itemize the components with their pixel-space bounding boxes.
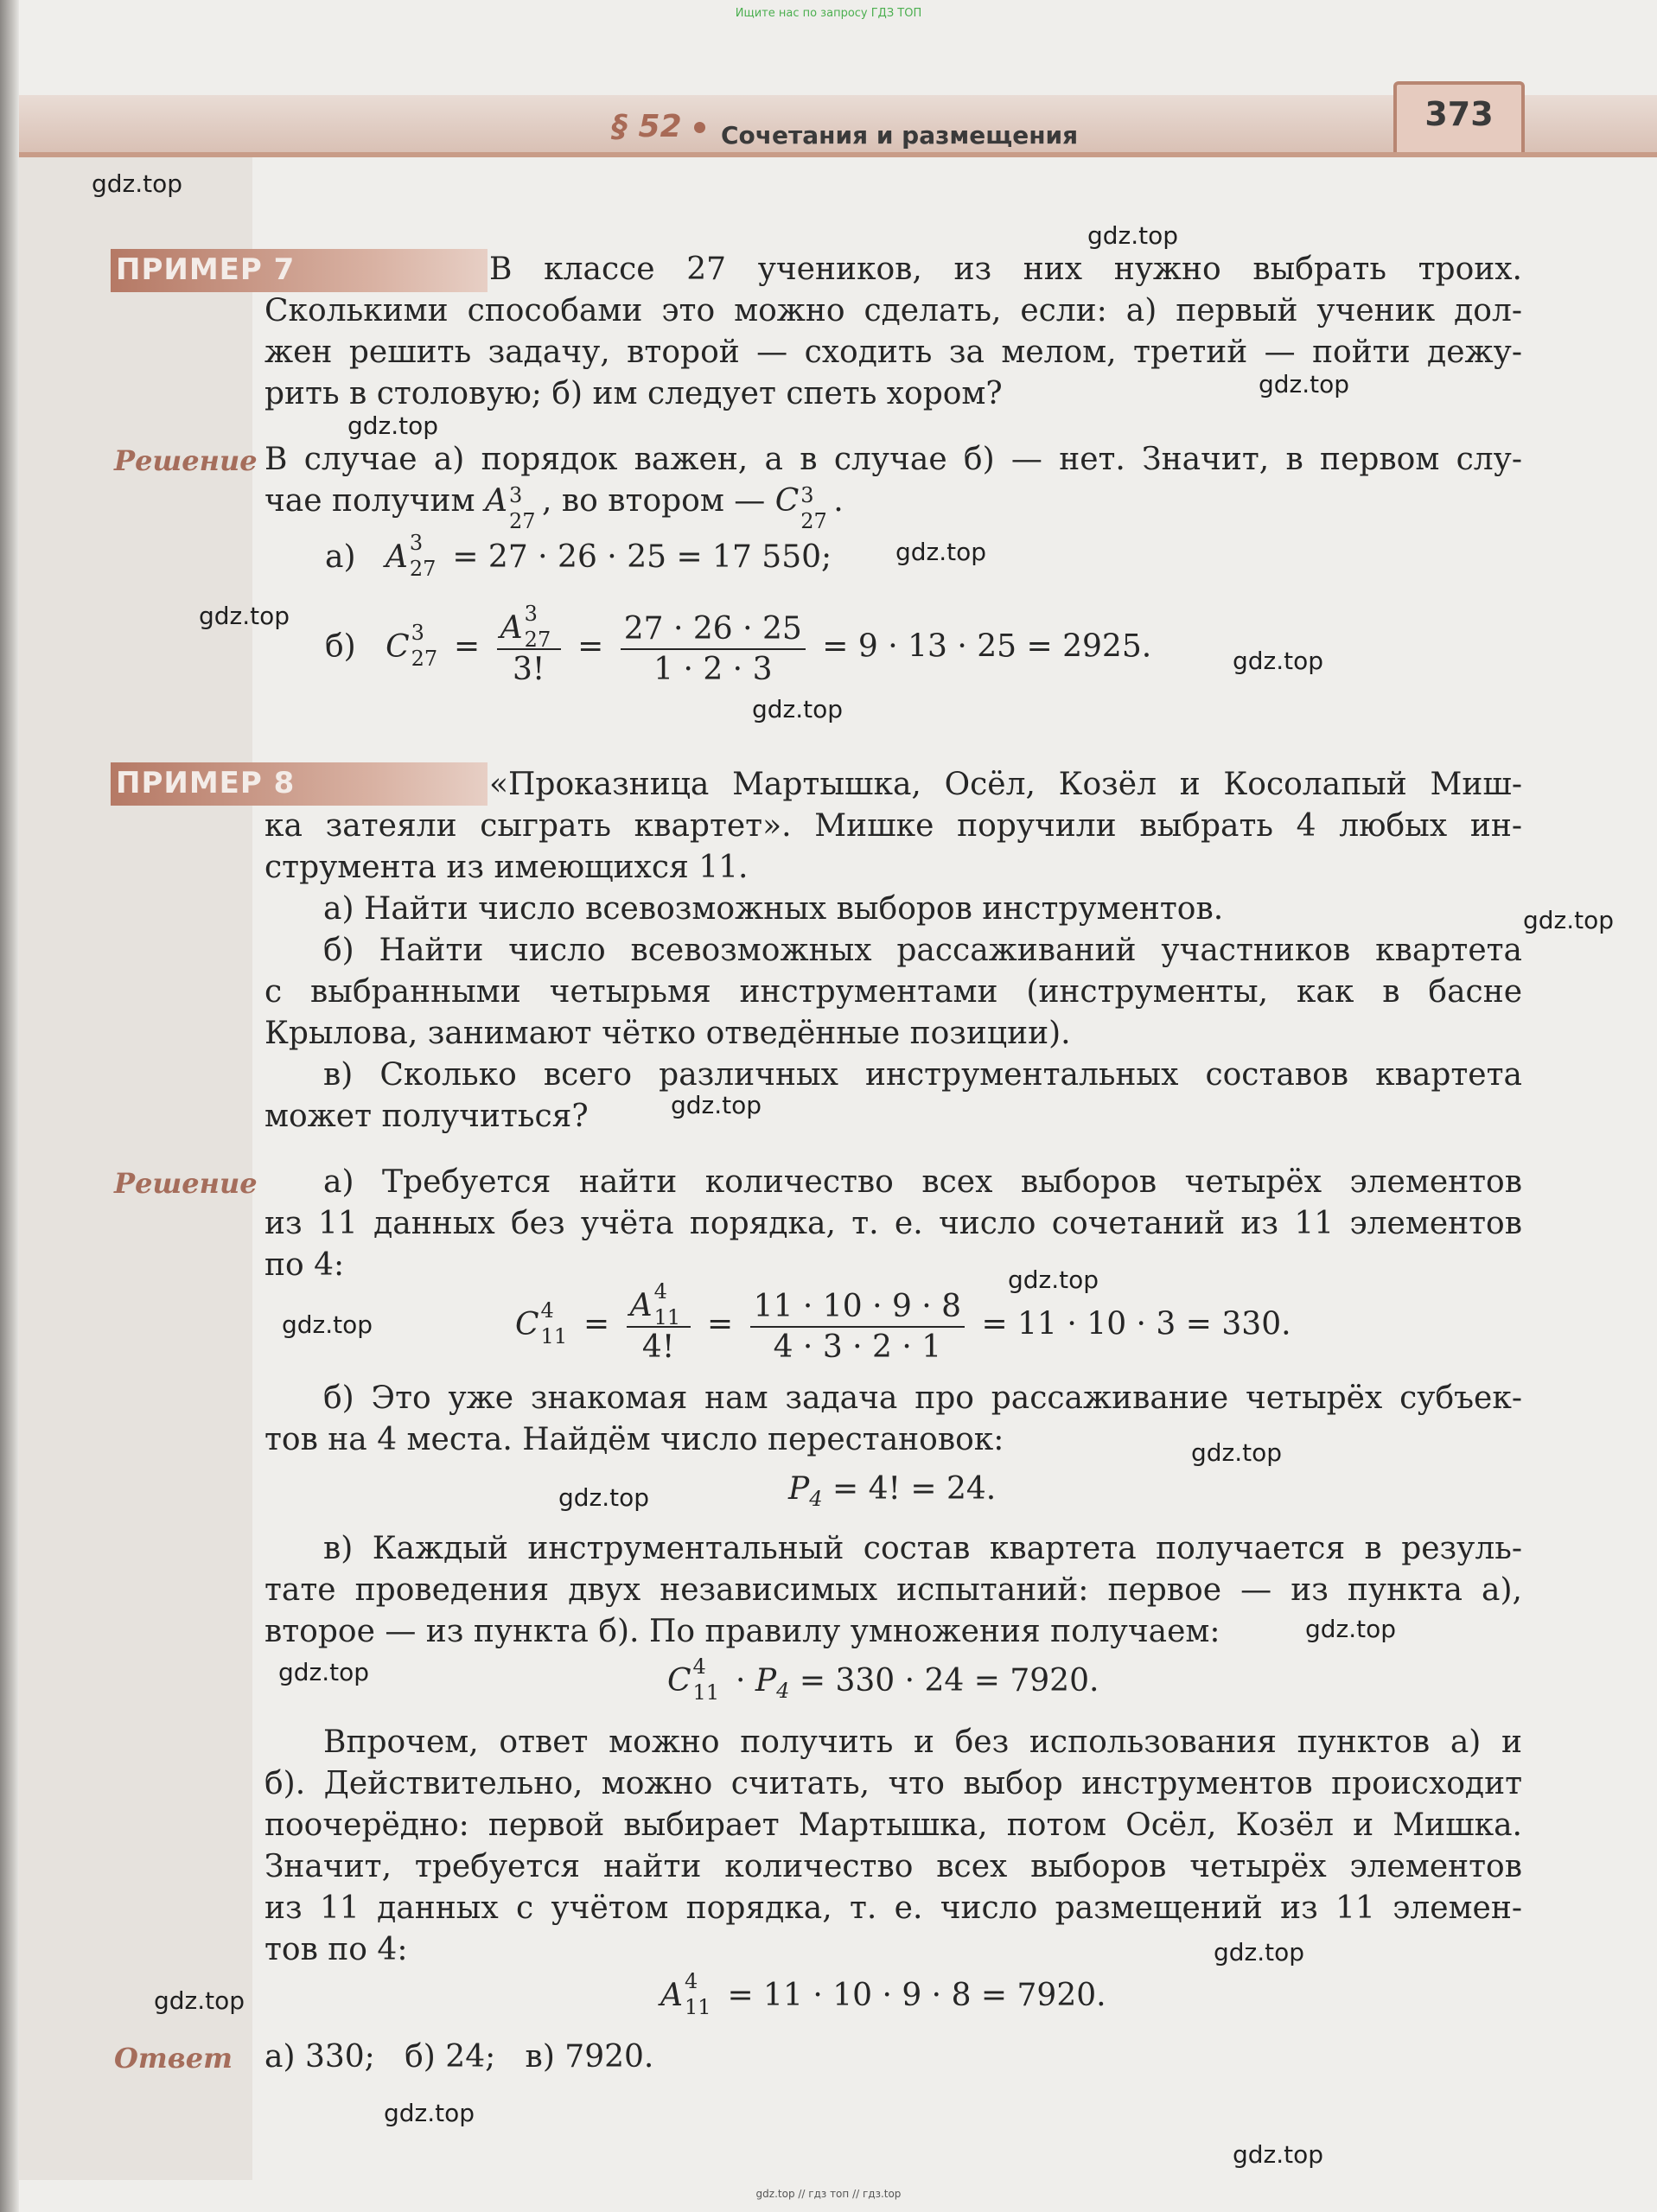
example7-problem-line: рить в столовую; б) им следует спеть хором? bbox=[264, 376, 1003, 411]
bottom-note: gdz.top // гдз топ // гдз.top bbox=[755, 2188, 902, 2200]
permutation-symbol: $P_4$ bbox=[755, 1663, 790, 1703]
combination-symbol: C 3 27 bbox=[386, 620, 438, 671]
example8-task-item: Крылова, занимают чётко отведённые позиции). bbox=[264, 1016, 1071, 1051]
example8-title: ПРИМЕР 8 bbox=[116, 766, 296, 800]
example8-answer: а) 330; б) 24; в) 7920. bbox=[264, 2039, 654, 2075]
example8-solution-line: в) Каждый инструментальный состав квартета получается в резуль- bbox=[323, 1531, 1522, 1566]
watermark: gdz.top bbox=[154, 1986, 245, 2015]
watermark: gdz.top bbox=[1214, 1938, 1305, 1967]
watermark: gdz.top bbox=[1008, 1265, 1099, 1294]
example8-alt-line: тов по 4: bbox=[264, 1932, 408, 1967]
section-bullet bbox=[694, 122, 705, 133]
arrangement-symbol: A 4 11 bbox=[660, 1969, 711, 2019]
example7-solution-line: В случае а) порядок важен, а в случае б) — нет. Значит, в первом слу- bbox=[264, 442, 1522, 477]
example7-problem-line: жен решить задачу, второй — сходить за мелом, третий — пойти дежу- bbox=[264, 335, 1522, 370]
formula-label: а) bbox=[325, 539, 356, 575]
combination-symbol: C 3 27 bbox=[774, 483, 827, 533]
watermark: gdz.top bbox=[1305, 1615, 1397, 1643]
example8-solution-line: тате проведения двух независимых испытаний: первое — из пункта а), bbox=[264, 1572, 1522, 1608]
example8-alt-line: поочерёдно: первой выбирает Мартышка, потом Осёл, Козёл и Мишка. bbox=[264, 1807, 1522, 1843]
example7-title: ПРИМЕР 7 bbox=[116, 252, 296, 287]
example8-task-item: с выбранными четырьмя инструментами (инструменты, как в басне bbox=[264, 974, 1522, 1010]
example8-formula-permutations bbox=[788, 1471, 996, 1511]
example8-alt-line: б). Действительно, можно считать, что выбор инструментов происходит bbox=[264, 1766, 1522, 1801]
book-spine-shadow bbox=[0, 0, 19, 2212]
example8-solution-label: Решение bbox=[114, 1167, 258, 1200]
formula-rhs: = 27 · 26 · 25 = 17 550; bbox=[452, 539, 832, 575]
fraction: A 3 27 3! bbox=[497, 610, 561, 687]
example8-problem-line: ка затеяли сыграть квартет». Мишке поручили выбрать 4 любых ин- bbox=[264, 808, 1522, 844]
watermark: gdz.top bbox=[92, 169, 183, 198]
example8-formula-product: C 4 11 · $P_4 = 330 \cdot 24 = 7920$. bbox=[667, 1654, 1099, 1705]
example8-solution-line: второе — из пункта б). По правилу умножения получаем: bbox=[264, 1614, 1220, 1649]
example8-solution-line: тов на 4 места. Найдём число перестановок: bbox=[264, 1422, 1004, 1457]
example7-formula-b: б) C 3 27 = A 3 27 3! = $\frac{27 \cdot 26 \cdot 25}{1 \cdot 2 \cdot 3}$ = 9 · 13 · 25 = 2925. bbox=[325, 602, 1152, 687]
example8-formula-arrangements bbox=[660, 1969, 1106, 2019]
example8-solution-line: а) Требуется найти количество всех выборов четырёх элементов bbox=[323, 1164, 1522, 1200]
example7-problem-line: В классе 27 учеников, из них нужно выбрать троих. bbox=[489, 252, 1522, 287]
fraction: A 4 11 4! bbox=[627, 1288, 691, 1365]
formula-rhs: = 9 · 13 · 25 = 2925. bbox=[822, 628, 1152, 665]
watermark: gdz.top bbox=[347, 411, 439, 440]
example8-alt-line: Значит, требуется найти количество всех выборов четырёх элементов bbox=[264, 1849, 1522, 1884]
example8-task-item: в) Сколько всего различных инструментальных составов квартета bbox=[323, 1057, 1522, 1093]
example8-task-item: а) Найти число всевозможных выборов инструментов. bbox=[323, 891, 1224, 927]
example8-solution-line: по 4: bbox=[264, 1247, 345, 1283]
example8-task-item: б) Найти число всевозможных рассаживаний участников квартета bbox=[323, 933, 1522, 968]
formula-rhs: = 4! = 24. bbox=[832, 1471, 997, 1507]
watermark: gdz.top bbox=[558, 1483, 650, 1512]
example8-solution-line: из 11 данных без учёта порядка, т. е. число сочетаний из 11 элементов bbox=[264, 1206, 1522, 1241]
arrangement-symbol: A 3 27 bbox=[385, 531, 437, 581]
combination-symbol: C 4 11 bbox=[667, 1654, 720, 1705]
fraction: $\frac{11 \cdot 10 \cdot 9 \cdot 8}{4 \cdot 3 \cdot 2 \cdot 1}$ bbox=[750, 1289, 965, 1365]
top-note: Ищите нас по запросу ГДЗ ТОП bbox=[735, 7, 922, 20]
watermark: gdz.top bbox=[1259, 370, 1350, 398]
formula-rhs: = 11 · 10 · 9 · 8 = 7920. bbox=[727, 1978, 1106, 2013]
arrangement-symbol: A 3 27 bbox=[484, 483, 536, 533]
watermark: gdz.top bbox=[671, 1091, 762, 1119]
section-number: § 52 bbox=[612, 109, 682, 144]
example8-alt-line: Впрочем, ответ можно получить и без использования пунктов а) и bbox=[323, 1724, 1522, 1760]
combination-symbol: C 4 11 bbox=[515, 1297, 568, 1348]
example8-alt-line: из 11 данных с учётом порядка, т. е. число размещений из 11 элемен- bbox=[264, 1890, 1522, 1926]
example7-problem-line: Сколькими способами это можно сделать, если: а) первый ученик дол- bbox=[264, 293, 1522, 328]
formula-label: б) bbox=[325, 628, 356, 665]
watermark: gdz.top bbox=[752, 695, 844, 724]
example7-formula-a bbox=[325, 531, 832, 581]
example7-solution-label: Решение bbox=[114, 444, 258, 477]
watermark: gdz.top bbox=[1191, 1438, 1283, 1467]
watermark: gdz.top bbox=[199, 602, 290, 630]
watermark: gdz.top bbox=[1233, 2140, 1324, 2169]
example8-formula-combinations: C 4 11 = A 4 11 4! = $\frac{11 \cdot 10 \cdot 9 \cdot 8}{4 \cdot 3 \cdot 2 \cdot 1}$ = 11 · 10 · 3 = 330. bbox=[515, 1279, 1291, 1365]
solution-text: , во втором — bbox=[541, 483, 766, 519]
fraction: $\frac{27 \cdot 26 \cdot 25}{1 \cdot 2 \cdot 3}$ bbox=[621, 611, 806, 687]
example7-solution-line2: чае получим A 3 27 , во втором — C 3 27 . bbox=[264, 483, 844, 533]
watermark: gdz.top bbox=[1523, 906, 1615, 934]
example8-answer-label: Ответ bbox=[114, 2042, 233, 2075]
header-rule bbox=[19, 152, 1657, 157]
example8-problem-line: струмента из имеющихся 11. bbox=[264, 850, 749, 885]
watermark: gdz.top bbox=[1233, 647, 1324, 675]
example8-task-item: может получиться? bbox=[264, 1099, 589, 1134]
watermark: gdz.top bbox=[1087, 221, 1179, 250]
watermark: gdz.top bbox=[282, 1310, 373, 1339]
solution-text: чае получим bbox=[264, 483, 475, 519]
watermark: gdz.top bbox=[278, 1658, 370, 1686]
page-number: 373 bbox=[1424, 95, 1494, 133]
watermark: gdz.top bbox=[384, 2099, 475, 2127]
formula-rhs: = 330 · 24 = 7920. bbox=[799, 1663, 1099, 1699]
watermark: gdz.top bbox=[895, 538, 987, 566]
section-title: Сочетания и размещения bbox=[721, 121, 1079, 150]
permutation-symbol: $P_4$ bbox=[788, 1471, 823, 1511]
example8-solution-line: б) Это уже знакомая нам задача про рассаживание четырёх субъек- bbox=[323, 1380, 1522, 1416]
example8-problem-line: «Проказница Мартышка, Осёл, Козёл и Косолапый Миш- bbox=[489, 767, 1522, 802]
formula-rhs: = 11 · 10 · 3 = 330. bbox=[981, 1306, 1291, 1342]
